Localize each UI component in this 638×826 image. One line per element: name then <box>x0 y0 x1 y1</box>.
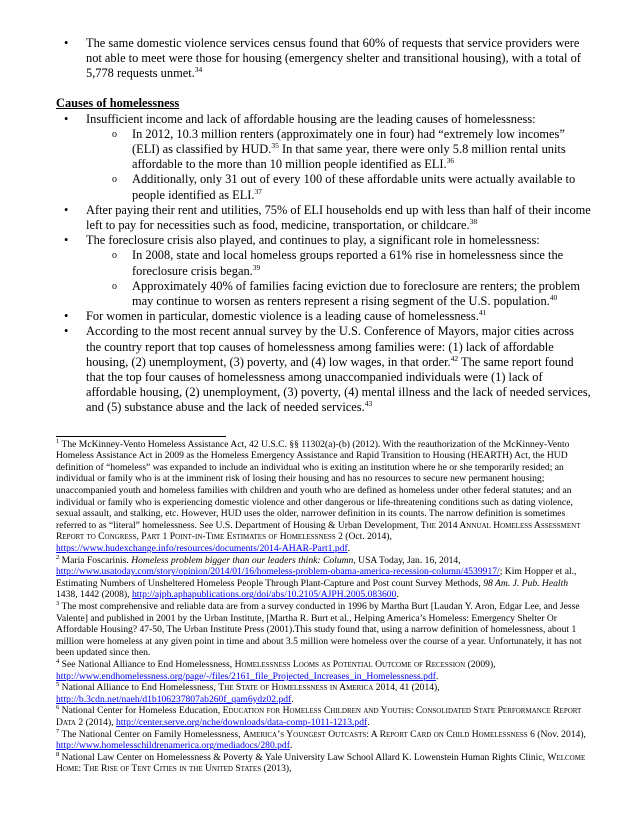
sub-bullet-mark: o <box>112 128 117 140</box>
sub-bullet-text: In that same year, there were only 5.8 million rental units affordable to the more than 10 million people identified as ELI. <box>132 142 566 172</box>
sub-list-item <box>56 172 592 202</box>
footnote-ref[interactable]: 37 <box>254 186 262 196</box>
footnote-text: 2 (Oct. 2014), <box>335 531 392 543</box>
footnote-title: Education for Homeless Children and Youths: Consolidated State Performance Report Data <box>56 705 582 728</box>
bullet-text: The same domestic violence services census found that 60% of requests that service providers were not able to meet were those for housing (emergency shelter and transitional housing), with a total of 5,778 requests unmet. <box>86 36 581 81</box>
footnote-text: 6 (Nov. 2014), <box>527 728 586 740</box>
list-item <box>56 203 592 233</box>
footnote-text: 1438, 1442 (2008), <box>56 589 132 601</box>
bullet-mark: • <box>64 36 69 50</box>
bullet-text: Insufficient income and lack of affordable housing are the leading causes of homelessness: <box>86 111 536 126</box>
bullet-text: After paying their rent and utilities, 75% of ELI households end up with less than half of their income left to pay for necessities such as food, medicine, transportation, or childcare. <box>86 202 591 233</box>
footnote-text: . <box>347 543 351 555</box>
bullet-mark: • <box>64 111 69 126</box>
sub-bullet-text: In 2012, 10.3 million renters (approximately one in four) had “extremely low incomes” (ELI) as classified by HUD. <box>132 126 565 157</box>
footnote <box>56 659 592 682</box>
footnote-ref[interactable]: 41 <box>478 308 487 318</box>
footnote-text: The most comprehensive and reliable data are from a survey conducted in 1996 by Martha Burt [Laudan Y. Aron, Edgar Lee, and Jesse Valente] and published in 2001 by the Urban Institute, [Martha R. Burt et al., Helping America’s Homeless: Emergency Shelter Or Affordable Housing? 47-50, The Urban Institute Press (2001).This study found that, using a narrow definition of homelessness, about 1 million were homeless at any given point in time and about 3.5 million were homeless over the course of a year. Unfortunately, it has not been updated since then. <box>56 600 582 659</box>
footnote-text: . <box>435 670 439 682</box>
footnote-ref[interactable]: 43 <box>364 399 373 409</box>
sub-bullet-text: Additionally, only 31 out of every 100 of these affordable units were actually available to people identified as ELI. <box>132 172 576 202</box>
footnote-text: The National Center on Family Homelessness, <box>59 728 243 740</box>
footnote <box>56 705 592 728</box>
footnote-separator <box>56 436 226 437</box>
list-item <box>56 233 592 248</box>
footnote-text: . <box>367 716 370 728</box>
footnote-title: Homeless problem bigger than our leaders think: Column <box>131 554 354 566</box>
footnote-link[interactable]: https://www.hudexchange.info/resources/documents/2014-AHAR-Part1.pdf <box>56 543 348 555</box>
sub-list-item <box>56 248 592 278</box>
footnote-title: Welcome Home: The Rise of Tent Cities in the United States <box>56 751 586 775</box>
sub-list-item <box>56 279 592 309</box>
footnote-link[interactable]: http://ajph.aphapublications.org/doi/abs/10.2105/AJPH.2005.083600 <box>131 589 397 601</box>
sub-bullet-mark: o <box>112 280 117 292</box>
sub-bullet-mark: o <box>112 250 117 262</box>
list-item <box>56 309 592 324</box>
footnote-text: National Alliance to End Homelessness, <box>59 682 219 694</box>
footnote-link[interactable]: http://www.homelesschildrenamerica.org/mediadocs/280.pdf <box>56 740 290 752</box>
footnote-text: See National Alliance to End Homelessness, <box>59 658 235 670</box>
footnote-number: 8 <box>56 750 60 758</box>
footnote-title: The 2014 Annual Homeless Assessment Report to Congress, Part 1 Point-in-Time Estimates of Homelessness <box>56 519 581 543</box>
footnote-text: (2009), <box>465 658 496 670</box>
footnote-link[interactable]: http://center.serve.org/nche/downloads/data-comp-1011-1213.pdf <box>115 716 368 728</box>
footnote-number: 1 <box>56 437 60 445</box>
footnote-link[interactable]: http://b.3cdn.net/naeh/d1b106237807ab260f_qam6ydz02.pdf <box>56 693 292 705</box>
footnote-text: The McKinney-Vento Homeless Assistance Act, 42 U.S.C. §§ 11302(a)-(b) (2012). With the reauthorization of the McKinney-Vento Homeless Assistance Act in 2009 as the Homeless Emergency Assistance and Rapid Transition to Housing (HEARTH) Act, the HUD definition of “homeless” was expanded to include an individual who is exiting an institution where he or she temporarily resided; an individual or family who is at the imminent risk of losing their housing and has no resources to secure new permanent housing; unaccompanied youth and homeless families with children and youth who are defined as homeless under other federal statutes; and an individual or family who is experiencing domestic violence and other dangerous or life-threatening conditions such as dating violence, sexual assault, and stalking, etc. However, HUD uses the older, narrower definition in its counts. The narrow definition is sometimes referred to as “literal” homelessness. See U.S. Department of Housing & Urban Development, <box>56 438 573 531</box>
footnote-number: 3 <box>56 599 60 607</box>
bullet-text: According to the most recent annual survey by the U.S. Conference of Mayors, major cities across the country report that top causes of homelessness among families were: (1) lack of affordable housing, (2) unemployment, (3) poverty, and (4) low wages, in that order. <box>86 324 574 369</box>
sub-bullet-text: Approximately 40% of families facing eviction due to foreclosure are renters; the problem may continue to worsen as renters represent a rising segment of the U.S. population. <box>132 278 580 309</box>
bullet-text: The foreclosure crisis also played, and continues to play, a significant role in homelessness: <box>86 233 540 248</box>
bullet-mark: • <box>64 324 69 339</box>
footnote-ref[interactable]: 34 <box>194 65 203 75</box>
footnote <box>56 555 592 601</box>
footnote-title: America’s Youngest Outcasts: A Report Card on Child Homelessness <box>242 728 528 740</box>
footnote <box>56 752 592 775</box>
footnote-text: National Law Center on Homelessness & Poverty & Yale University Law School Allard K. Lowenstein Human Rights Clinic, <box>59 751 548 763</box>
sub-list-item <box>56 127 592 173</box>
footnote-number: 4 <box>56 657 60 665</box>
list-item <box>56 112 592 127</box>
footnote <box>56 729 592 752</box>
bullet-text: For women in particular, domestic violence is a leading cause of homelessness. <box>86 309 479 324</box>
footnote-number: 5 <box>56 681 60 689</box>
bullet-mark: • <box>64 202 69 217</box>
sub-bullet-mark: o <box>112 174 117 186</box>
footnote-title: Homelessness Looms as Potential Outcome of Recession <box>234 658 466 670</box>
footnote-number: 2 <box>56 553 60 561</box>
footnote-ref[interactable]: 35 <box>271 141 279 151</box>
footnote-text: 2 (2014), <box>75 716 116 728</box>
footnote <box>56 439 592 555</box>
bullet-mark: • <box>64 233 69 248</box>
footnote-text: Maria Foscarinis. <box>59 554 132 566</box>
footnote-text: . <box>396 589 399 601</box>
footnote-ref[interactable]: 36 <box>446 156 455 166</box>
section-heading: Causes of homelessness <box>56 95 180 110</box>
document-body <box>56 36 592 416</box>
footnote-text: . <box>289 740 293 752</box>
footnote-journal: 98 Am. J. Pub. Health <box>483 577 569 589</box>
footnote-title: The State of Homelessness in America <box>218 682 374 694</box>
footnote-number: 7 <box>56 727 60 735</box>
footnote-link[interactable]: http://www.usatoday.com/story/opinion/2014/01/16/homeless-problem-obama-america-recession-column/4539917/ <box>56 566 500 578</box>
footnote-ref[interactable]: 42 <box>450 353 459 363</box>
footnote <box>56 601 592 659</box>
bullet-text: The same report found that the top four causes of homelessness among unaccompanied individuals were (1) lack of affordable housing, (2) unemployment, (3) poverty, (4) mental illness and the lack of needed services, and (5) substance abuse and the lack of needed services. <box>86 354 591 415</box>
sub-bullet-text: In 2008, state and local homeless groups reported a 61% rise in homelessness since the foreclosure crisis began. <box>132 248 564 278</box>
footnote-text: 2014, 41 (2014), <box>373 682 440 694</box>
bullet-mark: • <box>64 309 69 324</box>
footnote-text: (2013), <box>261 763 292 775</box>
footnote-text: National Center for Homeless Education, <box>59 705 223 717</box>
footnote-number: 6 <box>56 704 60 712</box>
footnote-text: ; Kim Hopper et al., Estimating Numbers of Unsheltered Homeless People Through Plant-Capture and Post count Survey Methods, <box>56 566 577 589</box>
footnote-link[interactable]: http://www.endhomelessness.org/page/-/files/2161_file_Projected_Increases_in_Homelessness.pdf <box>56 670 436 682</box>
document-page <box>56 36 592 775</box>
footnote <box>56 682 592 705</box>
list-item <box>56 36 592 82</box>
footnote-text: . <box>291 693 294 705</box>
footnote-text: , USA Today, Jan. 16, 2014, <box>353 554 461 566</box>
footnote-ref[interactable]: 40 <box>549 293 558 303</box>
footnote-ref[interactable]: 38 <box>469 217 478 227</box>
footnote-ref[interactable]: 39 <box>252 262 261 272</box>
list-item <box>56 324 592 415</box>
footnotes <box>56 439 592 775</box>
